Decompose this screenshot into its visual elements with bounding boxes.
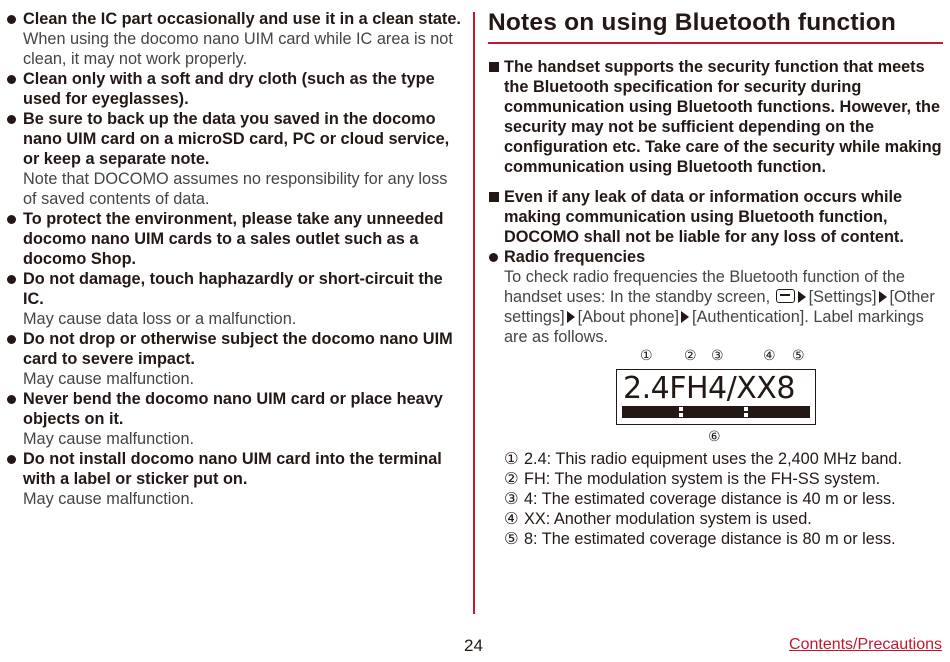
legend-row (504, 449, 943, 469)
radio-frequencies-heading: Radio frequencies (504, 248, 646, 266)
bullet-icon (7, 455, 16, 464)
label-figure (504, 347, 943, 449)
precaution-note: May cause malfunction. (23, 490, 195, 508)
precaution-item (6, 389, 464, 449)
label-bar (622, 406, 810, 418)
right-column (488, 9, 943, 549)
bullet-icon (7, 115, 16, 124)
marker-5: ⑤ (792, 347, 805, 363)
bullet-icon (489, 253, 498, 262)
marker-2: ② (684, 347, 697, 363)
bar-tick (679, 407, 683, 411)
precaution-note: When using the docomo nano UIM card while IC area is not clean, it may not work properly. (23, 30, 453, 68)
precaution-item (6, 209, 464, 269)
precaution-item (6, 9, 464, 69)
precaution-heading: Do not drop or otherwise subject the docomo nano UIM card to severe impact. (23, 330, 453, 368)
arrow-right-icon (798, 291, 806, 303)
step-authentication: [Authentication]. Label markings are as follows. (504, 308, 924, 346)
security-note-text: The handset supports the security function that meets the Bluetooth specification for security during communication using Bluetooth functions. However, the security may not be sufficient depending on the configuration etc. Take care of the security while making communication using Bluetooth function. (504, 58, 942, 176)
liability-note-text: Even if any leak of data or information occurs while making communication using Bluetooth function, DOCOMO shall not be liable for any loss of content. (504, 188, 904, 246)
bullet-icon (7, 15, 16, 24)
precaution-heading: Do not damage, touch haphazardly or short-circuit the IC. (23, 270, 443, 308)
precaution-item (6, 449, 464, 509)
label-marking-box (616, 369, 816, 425)
precaution-note: May cause malfunction. (23, 370, 195, 388)
step-settings: [Settings] (808, 288, 877, 306)
precaution-item (6, 329, 464, 389)
title-underline (488, 42, 943, 44)
marker-1: ① (640, 347, 653, 363)
radio-intro: To check radio frequencies the Bluetooth function of the handset uses: In the standby screen, (504, 268, 905, 306)
precaution-heading: Do not install docomo nano UIM card into the terminal with a label or sticker put on. (23, 450, 442, 488)
legend-row (504, 529, 943, 549)
step-about-phone: [About phone] (577, 308, 680, 326)
bullet-icon (7, 395, 16, 404)
label-legend (488, 449, 943, 549)
page-number: 24 (464, 636, 483, 655)
contents-precautions-link[interactable]: Contents/Precautions (789, 636, 942, 653)
bullet-icon (7, 275, 16, 284)
bar-tick (744, 413, 748, 417)
legend-number: ① (504, 450, 519, 468)
legend-row (504, 469, 943, 489)
legend-text: XX: Another modulation system is used. (524, 510, 812, 528)
precaution-item (6, 269, 464, 329)
precaution-heading: Clean only with a soft and dry cloth (such as the type used for eyeglasses). (23, 70, 435, 108)
arrow-right-icon (681, 311, 689, 323)
legend-text: FH: The modulation system is the FH-SS system. (524, 470, 881, 488)
legend-row (504, 509, 943, 529)
arrow-right-icon (879, 291, 887, 303)
precaution-heading: Be sure to back up the data you saved in the docomo nano UIM card on a microSD card, PC or cloud service, or keep a separate note. (23, 110, 450, 168)
legend-text: 4: The estimated coverage distance is 40 m or less. (524, 490, 896, 508)
marker-3: ③ (711, 347, 724, 363)
legend-text: 8: The estimated coverage distance is 80 m or less. (524, 530, 896, 548)
security-note (488, 57, 943, 177)
marker-6: ⑥ (708, 428, 721, 444)
legend-number: ③ (504, 490, 519, 508)
arrow-right-icon (567, 311, 575, 323)
precaution-heading: Clean the IC part occasionally and use it in a clean state. (23, 10, 461, 28)
precaution-note: May cause malfunction. (23, 430, 195, 448)
radio-frequencies-text (504, 267, 943, 347)
bar-tick (679, 413, 683, 417)
marker-4: ④ (763, 347, 776, 363)
square-bullet-icon (489, 62, 499, 72)
legend-number: ⑤ (504, 530, 519, 548)
bullet-icon (7, 215, 16, 224)
menu-key-icon (776, 289, 795, 303)
square-bullet-icon (489, 192, 499, 202)
step-other-settings: [Other settings] (504, 288, 935, 326)
left-column (6, 9, 464, 509)
bullet-icon (7, 75, 16, 84)
section-title: Notes on using Bluetooth function (488, 9, 897, 36)
precaution-heading: To protect the environment, please take any unneeded docomo nano UIM cards to a sales outlet such as a docomo Shop. (23, 210, 444, 268)
legend-text: 2.4: This radio equipment uses the 2,400 MHz band. (524, 450, 903, 468)
column-divider (473, 12, 475, 614)
label-marking-text: 2.4FH4/XX8 (623, 371, 795, 406)
legend-number: ④ (504, 510, 519, 528)
precaution-heading: Never bend the docomo nano UIM card or place heavy objects on it. (23, 390, 443, 428)
precaution-item (6, 69, 464, 109)
precaution-item (6, 109, 464, 209)
bullet-icon (7, 335, 16, 344)
legend-number: ② (504, 470, 519, 488)
radio-frequencies (488, 247, 943, 347)
legend-row (504, 489, 943, 509)
precaution-note: Note that DOCOMO assumes no responsibility for any loss of saved contents of data. (23, 170, 448, 208)
bar-tick (744, 407, 748, 411)
liability-note (488, 187, 943, 247)
precaution-note: May cause data loss or a malfunction. (23, 310, 297, 328)
